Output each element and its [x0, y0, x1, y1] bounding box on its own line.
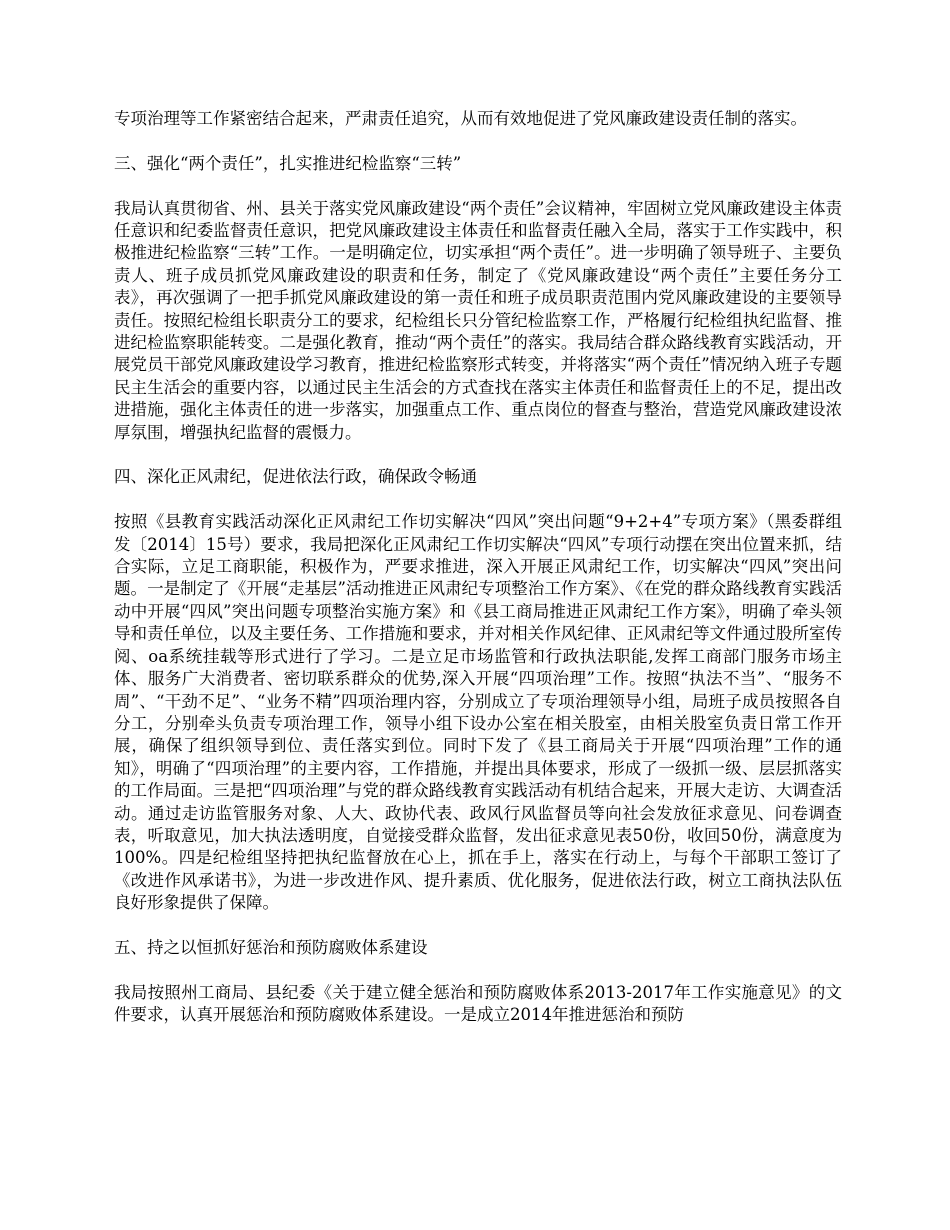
section-heading-four: 四、深化正风肃纪，促进依法行政，确保政令畅通	[114, 467, 477, 487]
paragraph-anti-corruption-system: 我局按照州工商局、县纪委《关于建立健全惩治和预防腐败体系2013-2017年工作实施意见》的文件要求，认真开展惩治和预防腐败体系建设。一是成立2014年推进惩治和预防	[114, 982, 842, 1025]
paragraph-continuation: 专项治理等工作紧密结合起来，严肃责任追究，从而有效地促进了党风廉政建设责任制的落实。	[114, 109, 807, 128]
paragraph-two-responsibilities: 我局认真贯彻省、州、县关于落实党风廉政建设“两个责任”会议精神，牢固树立党风廉政建设主体责任意识和纪委监督责任意识，把党风廉政建设主体责任和监督责任融入全局，落实于工作实践中，积极推进纪检监察“三转”工作。一是明确定位，切实承担“两个责任”。进一步明确了领导班子、主要负责人、班子成员抓党风廉政建设的职责和任务，制定了《党风廉政建设“两个责任”主要任务分工表》，再次强调了一把手抓党风廉政建设的第一责任和班子成员职责范围内党风廉政建设的主要领导责任。按照纪检组长职责分工的要求，纪检组长只分管纪检监察工作，严格履行纪检组执纪监督、推进纪检监察职能转变。二是强化教育，推动“两个责任”的落实。我局结合群众路线教育实践活动，开展党员干部党风廉政建设学习教育，推进纪检监察形式转变，并将落实“两个责任”情况纳入班子专题民主生活会的重要内容，以通过民主生活会的方式查找在落实主体责任和监督责任上的不足，提出改进措施，强化主体责任的进一步落实，加强重点工作、重点岗位的督查与整治，营造党风廉政建设浓厚氛围，增强执纪监督的震慑力。	[114, 198, 842, 442]
section-heading-five: 五、持之以恒抓好惩治和预防腐败体系建设	[114, 937, 428, 957]
section-heading-three: 三、强化“两个责任”，扎实推进纪检监察“三转”	[114, 153, 462, 173]
document-body	[114, 108, 842, 1049]
paragraph-discipline-rectification: 按照《县教育实践活动深化正风肃纪工作切实解决“四风”突出问题“9+2+4”专项方案》（黑委群组发〔2014〕15号）要求，我局把深化正风肃纪工作切实解决“四风”专项行动摆在突出位置来抓，结合实际，立足工商职能，积极作为，严要求推进，深入开展正风肃纪工作，切实解决“四风”突出问题。一是制定了《开展“走基层”活动推进正风肃纪专项整治工作方案》、《在党的群众路线教育实践活动中开展“四风”突出问题专项整治实施方案》和《县工商局推进正风肃纪工作方案》，明确了牵头领导和责任单位，以及主要任务、工作措施和要求，并对相关作风纪律、正风肃纪等文件通过股所室传阅、oa系统挂载等形式进行了学习。二是立足市场监管和行政执法职能,发挥工商部门服务市场主体、服务广大消费者、密切联系群众的优势,深入开展“四项治理”工作。按照“执法不当”、“服务不周”、“干劲不足”、“业务不精”四项治理内容，分别成立了专项治理领导小组，局班子成员按照各自分工，分别牵头负责专项治理工作，领导小组下设办公室在相关股室，由相关股室负责日常工作开展，确保了组织领导到位、责任落实到位。同时下发了《县工商局关于开展“四项治理”工作的通知》，明确了“四项治理”的主要内容，工作措施，并提出具体要求，形成了一级抓一级、层层抓落实的工作局面。三是把“四项治理”与党的群众路线教育实践活动有机结合起来，开展大走访、大调查活动。通过走访监管服务对象、人大、政协代表、政风行风监督员等向社会发放征求意见、问卷调查表，听取意见，加大执法透明度，自觉接受群众监督，发出征求意见表50份，收回50份，满意度为100%。四是纪检组坚持把执纪监督放在心上，抓在手上，落实在行动上，与每个干部职工签订了《改进作风承诺书》，为进一步改进作风、提升素质、优化服务，促进依法行政，树立工商执法队伍良好形象提供了保障。	[114, 512, 842, 913]
